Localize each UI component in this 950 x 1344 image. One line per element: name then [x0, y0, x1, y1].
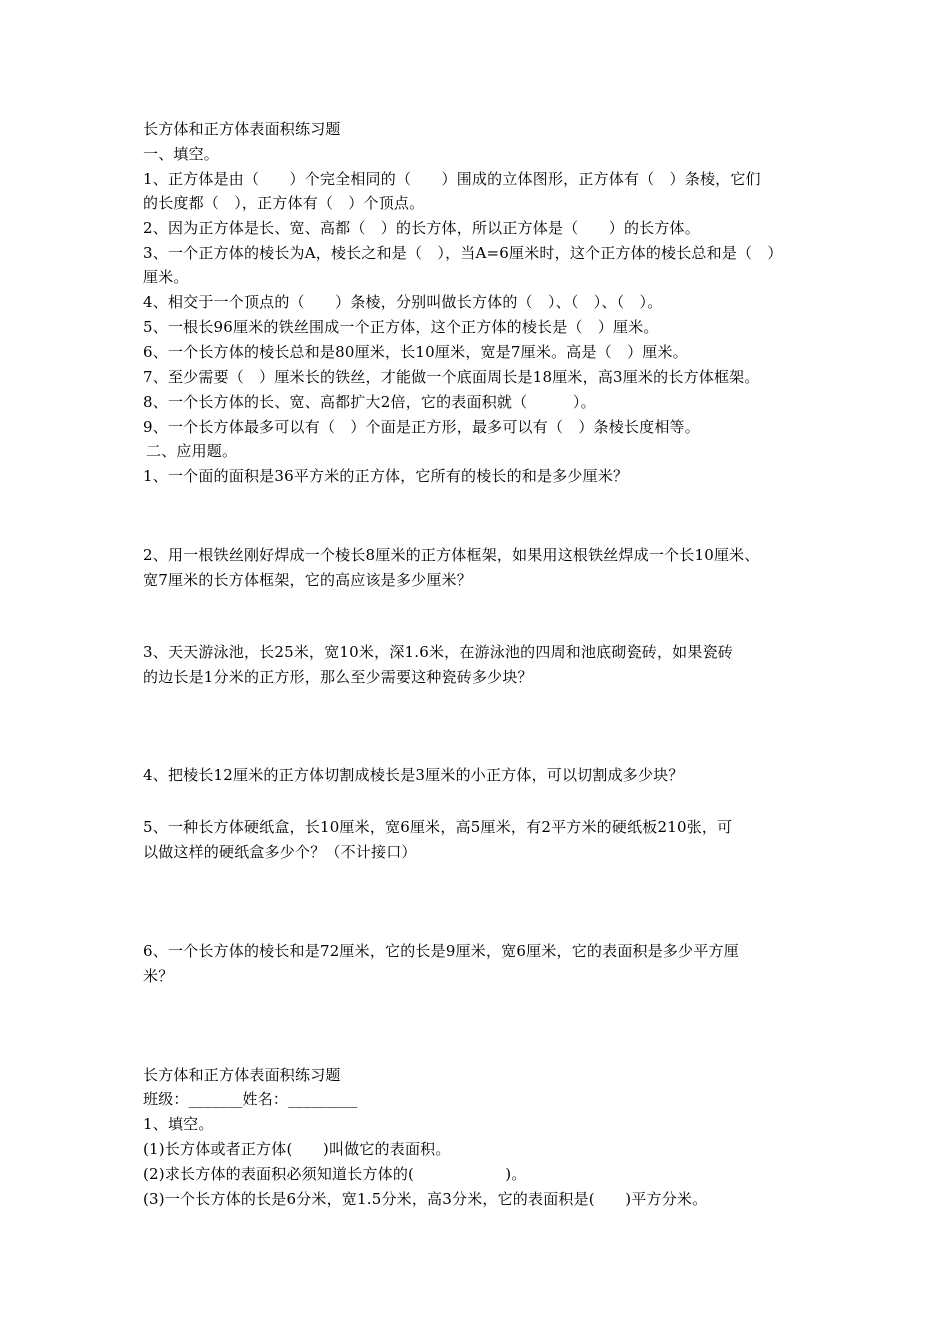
fill-item-3: 3、一个正方体的棱长为A，棱长之和是（ ），当A=6厘米时，这个正方体的棱长总和是（ ） [143, 244, 783, 262]
fill-item-9: 9、一个长方体最多可以有（ ）个面是正方形，最多可以有（ ）条棱长度相等。 [143, 418, 700, 436]
fill-item-1: 1、正方体是由（ ）个完全相同的（ ）围成的立体图形，正方体有（ ）条棱，它们 [143, 170, 761, 188]
page-title: 长方体和正方体表面积练习题 [143, 120, 341, 138]
app-item-2-cont: 宽7厘米的长方体框架，它的高应该是多少厘米？ [143, 571, 472, 589]
fill-item-1-cont: 的长度都（ ），正方体有（ ）个顶点。 [143, 194, 425, 212]
fill-item-5: 5、一根长96厘米的铁丝围成一个正方体，这个正方体的棱长是（ ）厘米。 [143, 318, 659, 336]
fill-item-6: 6、一个长方体的棱长总和是80厘米，长10厘米，宽是7厘米。高是（ ）厘米。 [143, 343, 688, 361]
fill2-item-3: (3)一个长方体的长是6分米，宽1.5分米，高3分米，它的表面积是( )平方分米。 [143, 1190, 708, 1208]
app-item-3: 3、天天游泳池，长25米，宽10米，深1.6米，在游泳池的四周和池底砌瓷砖，如果瓷砖 [143, 643, 733, 661]
fill2-item-1: (1)长方体或者正方体( )叫做它的表面积。 [143, 1140, 451, 1158]
section-heading-fill: 一、填空。 [143, 145, 220, 163]
app-item-5: 5、一种长方体硬纸盒，长10厘米，宽6厘米，高5厘米，有2平方米的硬纸板210张，可 [143, 818, 733, 836]
fill-item-7: 7、至少需要（ ）厘米长的铁丝，才能做一个底面周长是18厘米，高3厘米的长方体框架。 [143, 368, 760, 386]
app-item-6: 6、一个长方体的棱长和是72厘米，它的长是9厘米，宽6厘米，它的表面积是多少平方厘 [143, 942, 739, 960]
section-heading-application: 二、应用题。 [146, 442, 238, 460]
app-item-2: 2、用一根铁丝刚好焊成一个棱长8厘米的正方体框架，如果用这根铁丝焊成一个长10厘米、 [143, 546, 760, 564]
app-item-1: 1、一个面的面积是36平方米的正方体，它所有的棱长的和是多少厘米？ [143, 467, 629, 485]
app-item-3-cont: 的边长是1分米的正方形，那么至少需要这种瓷砖多少块？ [143, 668, 533, 686]
fill-item-3-cont: 厘米。 [143, 268, 189, 286]
fill-item-2: 2、因为正方体是长、宽、高都（ ）的长方体，所以正方体是（ ）的长方体。 [143, 219, 700, 237]
second-page-title: 长方体和正方体表面积练习题 [143, 1066, 341, 1084]
app-item-4: 4、把棱长12厘米的正方体切割成棱长是3厘米的小正方体，可以切割成多少块？ [143, 766, 684, 784]
fill2-item-2: (2)求长方体的表面积必须知道长方体的( )。 [143, 1165, 527, 1183]
section-heading-fill-2: 1、填空。 [143, 1115, 214, 1133]
class-name-line: 班级：_______姓名：_________ [143, 1090, 358, 1108]
fill-item-8: 8、一个长方体的长、宽、高都扩大2倍，它的表面积就（ ）。 [143, 393, 596, 411]
app-item-6-cont: 米？ [143, 967, 174, 985]
fill-item-4: 4、相交于一个顶点的（ ）条棱，分别叫做长方体的（ ）、（ ）、（ ）。 [143, 293, 663, 311]
app-item-5-cont: 以做这样的硬纸盒多少个？（不计接口） [143, 843, 417, 861]
